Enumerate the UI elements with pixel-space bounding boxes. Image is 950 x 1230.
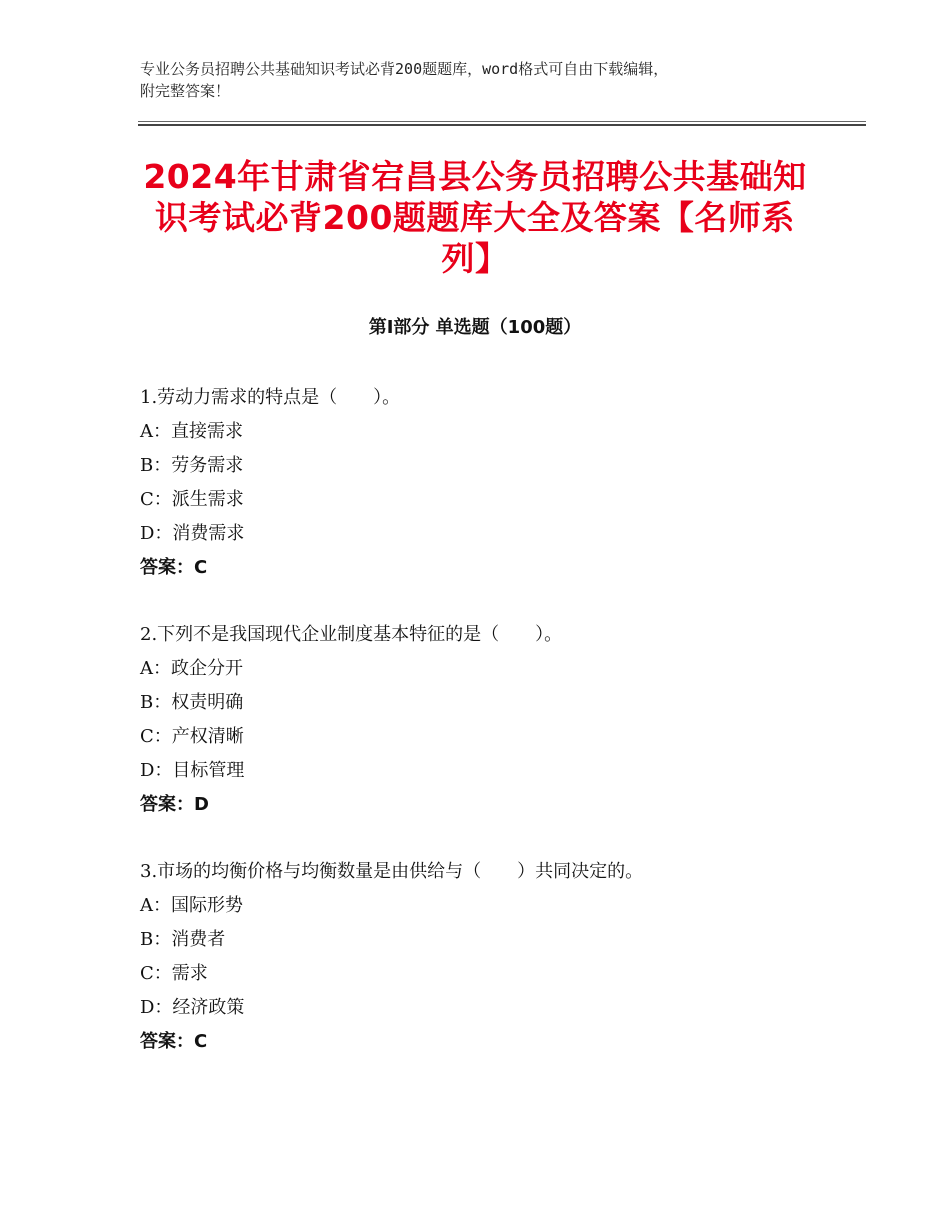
header-divider-thick xyxy=(138,124,866,126)
question-item xyxy=(140,381,860,585)
answer-line: 答案：C xyxy=(140,1031,208,1052)
title-line: 识考试必背200题题库大全及答案【名师系 xyxy=(155,198,795,237)
header-note-line: 附完整答案！ xyxy=(140,82,231,100)
title-line: 2024年甘肃省宕昌县公务员招聘公共基础知 xyxy=(143,157,807,196)
option-c: C：产权清晰 xyxy=(140,726,244,747)
question-list xyxy=(140,381,860,1092)
option-c: C：需求 xyxy=(140,963,208,984)
answer-line: 答案：C xyxy=(140,557,208,578)
question-stem: 1.劳动力需求的特点是（ ）。 xyxy=(140,387,401,408)
question-item xyxy=(140,855,860,1059)
question-stem: 2.下列不是我国现代企业制度基本特征的是（ ）。 xyxy=(140,624,563,645)
option-b: B：消费者 xyxy=(140,929,226,950)
header-divider-thin xyxy=(138,121,866,122)
header-note-line: 专业公务员招聘公共基础知识考试必背200题题库，word格式可自由下载编辑， xyxy=(140,60,669,78)
answer-line: 答案：D xyxy=(140,794,209,815)
question-stem: 3.市场的均衡价格与均衡数量是由供给与（ ）共同决定的。 xyxy=(140,861,644,882)
option-a: A：直接需求 xyxy=(140,421,243,442)
title-line: 列】 xyxy=(441,239,509,278)
option-a: A：国际形势 xyxy=(140,895,243,916)
option-c: C：派生需求 xyxy=(140,489,244,510)
section-title: 第Ⅰ部分 单选题（100题） xyxy=(368,317,582,338)
question-item xyxy=(140,618,860,822)
option-a: A：政企分开 xyxy=(140,658,243,679)
document-title xyxy=(120,156,830,279)
option-d: D：目标管理 xyxy=(140,760,245,781)
option-b: B：权责明确 xyxy=(140,692,244,713)
option-d: D：消费需求 xyxy=(140,523,245,544)
option-b: B：劳务需求 xyxy=(140,455,244,476)
header-note xyxy=(140,58,840,102)
option-d: D：经济政策 xyxy=(140,997,245,1018)
